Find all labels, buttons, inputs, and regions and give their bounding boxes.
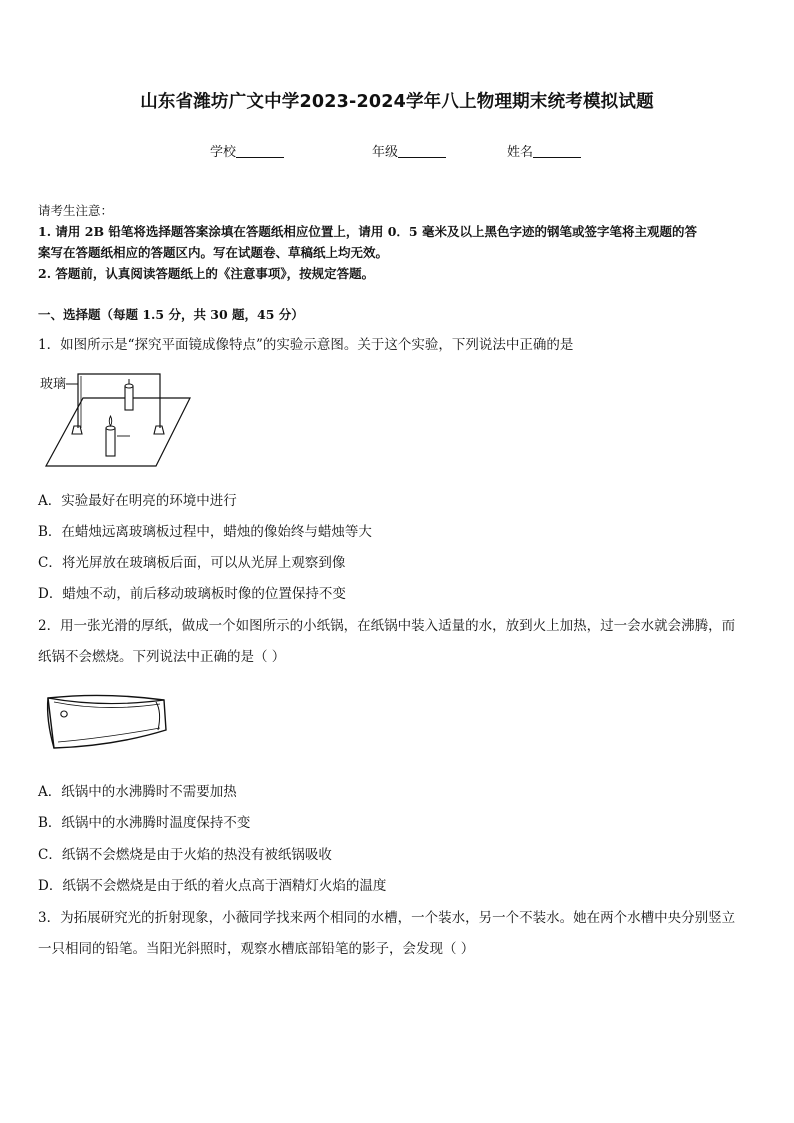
notes-line1b: 案写在答题纸相应的答题区内。写在试题卷、草稿纸上均无效。 bbox=[38, 245, 389, 260]
paper-pot-figure bbox=[44, 690, 172, 760]
page-title: 山东省潍坊广文中学2023-2024学年八上物理期末统考模拟试题 bbox=[140, 92, 654, 112]
q2-option-c: C．纸锅不会燃烧是由于火焰的热没有被纸锅吸收 bbox=[38, 847, 332, 863]
q1-stem: 1．如图所示是“探究平面镜成像特点”的实验示意图。关于这个实验，下列说法中正确的是 bbox=[38, 337, 574, 353]
q3-stem-line2: 一只相同的铅笔。当阳光斜照时，观察水槽底部铅笔的影子，会发现（ ） bbox=[38, 941, 475, 957]
school-field bbox=[210, 141, 284, 160]
glass-label: 玻璃 bbox=[40, 377, 67, 392]
q2-stem-line2: 纸锅不会燃烧。下列说法中正确的是（ ） bbox=[38, 649, 286, 665]
grade-field bbox=[372, 141, 446, 160]
name-field bbox=[507, 141, 581, 160]
school-label: 学校 bbox=[210, 145, 237, 160]
q2-option-d: D．纸锅不会燃烧是由于纸的着火点高于酒精灯火焰的温度 bbox=[38, 878, 387, 894]
notes-line1: 1. 请用 2B 铅笔将选择题答案涂填在答题纸相应位置上，请用 0．5 毫米及以上黑色字迹的钢笔或签字笔将主观题的答 bbox=[38, 224, 697, 239]
grade-label: 年级 bbox=[372, 145, 399, 160]
q1-option-b: B．在蜡烛远离玻璃板过程中，蜡烛的像始终与蜡烛等大 bbox=[38, 524, 372, 540]
name-label: 姓名 bbox=[507, 145, 534, 160]
section-heading: 一、选择题（每题 1.5 分，共 30 题，45 分） bbox=[38, 307, 304, 322]
school-blank bbox=[236, 144, 284, 158]
q3-stem-line1: 3．为拓展研究光的折射现象，小薇同学找来两个相同的水槽，一个装水，另一个不装水。她在两个水槽中央分别竖立 bbox=[38, 910, 736, 926]
q2-option-b: B．纸锅中的水沸腾时温度保持不变 bbox=[38, 815, 251, 831]
notes-block bbox=[38, 200, 697, 284]
name-blank bbox=[533, 144, 581, 158]
grade-blank bbox=[398, 144, 446, 158]
q1-option-c: C．将光屏放在玻璃板后面，可以从光屏上观察到像 bbox=[38, 555, 346, 571]
q1-option-a: A．实验最好在明亮的环境中进行 bbox=[38, 493, 237, 509]
notes-line2: 2. 答题前，认真阅读答题纸上的《注意事项》，按规定答题。 bbox=[38, 266, 375, 281]
notes-heading: 请考生注意： bbox=[38, 203, 114, 218]
q1-option-d: D．蜡烛不动，前后移动玻璃板时像的位置保持不变 bbox=[38, 586, 346, 602]
q2-option-a: A．纸锅中的水沸腾时不需要加热 bbox=[38, 784, 237, 800]
mirror-experiment-figure bbox=[38, 366, 198, 472]
q2-stem-line1: 2．用一张光滑的厚纸，做成一个如图所示的小纸锅，在纸锅中装入适量的水，放到火上加热，过一会水就会沸腾，而 bbox=[38, 618, 736, 634]
